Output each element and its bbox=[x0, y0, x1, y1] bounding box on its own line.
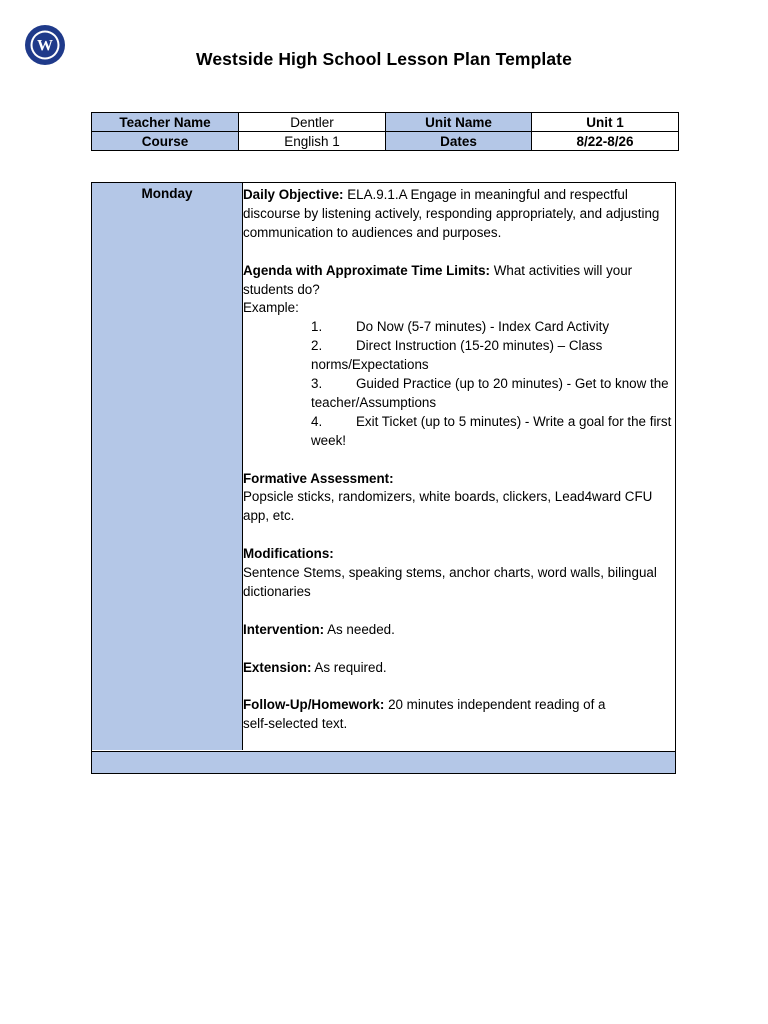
agenda-item-number: 3. bbox=[311, 376, 323, 392]
formative-assessment-text: Popsicle sticks, randomizers, white boards, clickers, Lead4ward CFU app, etc. bbox=[243, 489, 653, 524]
header-table bbox=[91, 112, 679, 151]
daily-objective-label: Daily Objective: bbox=[243, 187, 344, 202]
extension-label: Extension: bbox=[243, 659, 312, 675]
agenda-item-text: Exit Ticket (up to 5 minutes) - Write a goal for the first week! bbox=[311, 413, 672, 448]
unit-name-label: Unit Name bbox=[386, 113, 532, 132]
intervention-text: As needed. bbox=[324, 621, 395, 637]
page-title: Westside High School Lesson Plan Template bbox=[196, 49, 572, 69]
agenda-item-number: 2. bbox=[311, 338, 323, 354]
extension-text: As required. bbox=[311, 659, 387, 675]
agenda-item-number: 1. bbox=[311, 319, 323, 335]
intervention-label: Intervention: bbox=[243, 621, 325, 637]
daily-objective-text: ELA.9.1.A Engage in meaningful and respectful discourse by listening actively, responding appropriately, and adjusting communication to audiences and purposes. bbox=[243, 187, 660, 240]
agenda-section bbox=[243, 262, 675, 300]
list-item bbox=[243, 413, 675, 451]
intervention bbox=[243, 621, 675, 640]
extension bbox=[243, 659, 675, 678]
modifications-text: Sentence Stems, speaking stems, anchor charts, word walls, bilingual dictionaries bbox=[243, 565, 657, 599]
follow-up-label: Follow-Up/Homework: bbox=[243, 697, 385, 713]
teacher-name-value: Dentler bbox=[239, 113, 386, 132]
course-value: English 1 bbox=[239, 132, 386, 151]
agenda-item-text: Guided Practice (up to 20 minutes) - Get to know the teacher/Assumptions bbox=[311, 376, 669, 410]
table-row bbox=[92, 132, 679, 151]
follow-up-text: 20 minutes independent reading of a self-selected text. bbox=[243, 697, 606, 732]
dates-value: 8/22-8/26 bbox=[532, 132, 679, 151]
table-footer-row bbox=[92, 751, 675, 773]
teacher-name-label: Teacher Name bbox=[92, 113, 239, 132]
agenda-item-number: 4. bbox=[311, 413, 323, 429]
example-label: Example: bbox=[243, 300, 299, 316]
logo-letter: W bbox=[37, 37, 53, 55]
lesson-content bbox=[243, 186, 675, 734]
follow-up-homework bbox=[243, 696, 623, 734]
formative-assessment-label: Formative Assessment: bbox=[243, 470, 394, 486]
lesson-plan-table bbox=[91, 182, 676, 774]
day-column bbox=[92, 183, 243, 750]
table-row bbox=[92, 113, 679, 132]
agenda-list bbox=[243, 318, 675, 450]
agenda-item-text: Do Now (5-7 minutes) - Index Card Activity bbox=[356, 319, 610, 335]
dates-label: Dates bbox=[386, 132, 532, 151]
agenda-text: What activities will your students do? bbox=[243, 262, 633, 297]
list-item bbox=[243, 337, 675, 375]
course-label: Course bbox=[92, 132, 239, 151]
list-item bbox=[243, 318, 675, 337]
modifications-label: Modifications: bbox=[243, 546, 334, 562]
day-label: Monday bbox=[141, 186, 193, 201]
agenda-item-text: Direct Instruction (15-20 minutes) – Class norms/Expectations bbox=[311, 338, 603, 373]
agenda-label: Agenda with Approximate Time Limits: bbox=[243, 262, 491, 278]
list-item bbox=[243, 375, 675, 413]
unit-name-value: Unit 1 bbox=[532, 113, 679, 132]
daily-objective bbox=[243, 186, 675, 243]
